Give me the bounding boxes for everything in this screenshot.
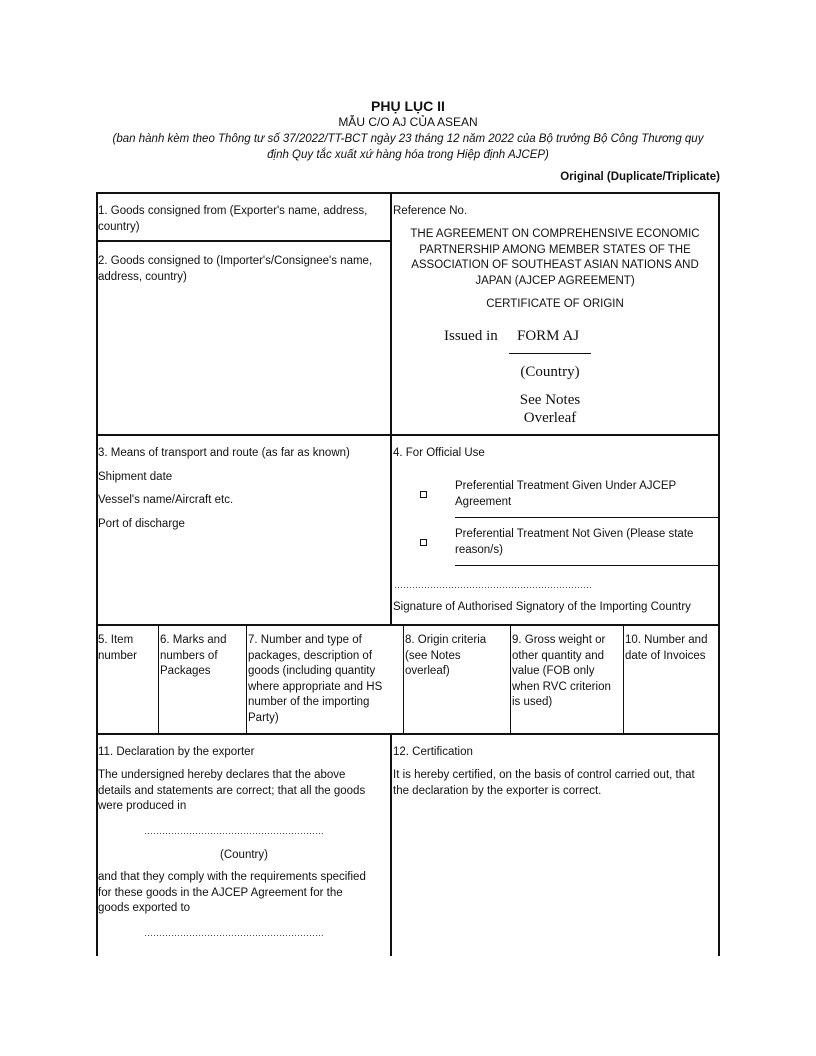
exported-to-country-dots: …………………………………………………… [144,928,324,938]
option1-underline [455,517,719,518]
decree-note [96,131,720,163]
option2-line-2: reason/s) [455,543,503,556]
col9-line-5: is used) [512,696,553,708]
box1-label [98,204,367,235]
page-title: PHỤ LỤC II [371,98,445,114]
importing-signature-dots: ………………………………………………………… [394,580,592,590]
col6-line-1: 6. Marks and [160,634,227,646]
shipment-date-label: Shipment date [98,471,173,483]
box1-bottom-border [96,240,392,242]
compliance-line-2: for these goods in the AJCEP Agreement for the [98,886,343,899]
declaration-line-2: details and statements are correct; that all the goods [98,784,366,797]
option1-line-2: Agreement [455,495,512,508]
col8-header [405,633,486,680]
form-aj-label: FORM AJ [517,328,580,344]
preferential-not-given-checkbox[interactable] [420,539,427,546]
certification-text [393,768,695,799]
col6-line-2: numbers of [160,649,218,662]
col-divider-9 [510,624,511,733]
see-notes-label [490,391,610,427]
box2-line-1: 2. Goods consigned to (Importer's/Consignee's name, [98,255,373,267]
port-of-discharge-label: Port of discharge [98,518,185,530]
agreement-title [392,227,718,289]
col5-header [98,633,137,664]
col9-line-1: 9. Gross weight or [512,634,606,646]
col8-line-1: 8. Origin criteria [405,634,487,646]
col7-line-1: 7. Number and type of [248,634,362,646]
col5-line-2: number [98,649,137,662]
declaration-line-3: were produced in [98,800,187,812]
col7-line-6: Party) [248,711,279,724]
preferential-given-checkbox[interactable] [420,491,427,498]
row-divider-2 [96,624,720,626]
form-subtitle: MẪU C/O AJ CỦA ASEAN [338,115,478,129]
col9-header [512,633,611,711]
decree-line-1: (ban hành kèm theo Thông tư số 37/2022/TT-BCT ngày 23 tháng 12 năm 2022 của Bộ trưởng Bộ Công Thương quy [112,133,704,145]
compliance-line-3: goods exported to [98,902,191,914]
box1-line-2: country) [98,220,140,233]
box1-line-1: 1. Goods consigned from (Exporter's name, address, [98,205,368,217]
box2-label [98,254,372,285]
form-right-border [718,192,720,956]
preferential-given-label [455,479,676,510]
col8-line-3: overleaf) [405,665,450,677]
option2-line-1: Preferential Treatment Not Given (Please state [455,528,694,540]
see-notes-line-1: See Notes [519,392,581,408]
col7-line-5: number of the importing [248,696,370,708]
col-divider-8 [403,624,404,733]
col5-line-1: 5. Item [98,634,134,646]
preferential-not-given-label [455,527,693,558]
declaration-line-1: The undersigned hereby declares that the above [98,769,346,781]
produced-in-country-label: (Country) [220,849,268,861]
exporter-compliance-text [98,870,366,917]
agreement-line-1: THE AGREEMENT ON COMPREHENSIVE ECONOMIC [410,228,700,240]
col7-line-4: where appropriate and HS [248,680,383,693]
col-divider-6 [158,624,159,733]
agreement-line-3: ASSOCIATION OF SOUTHEAST ASIAN NATIONS AND [411,259,699,271]
lower-center-divider [390,733,392,956]
col10-line-2: date of Invoices [625,649,706,662]
col-divider-10 [623,624,624,733]
col9-line-4: when RVC criterion [512,680,611,693]
row-divider-1 [96,434,720,436]
see-notes-line-2: Overleaf [523,410,577,426]
copy-type-label: Original (Duplicate/Triplicate) [560,171,720,183]
col7-line-2: packages, description of [248,649,373,662]
form-left-border [96,192,98,956]
col9-line-3: value (FOB only [512,665,595,677]
box4-title: 4. For Official Use [393,447,485,459]
box12-title: 12. Certification [393,746,473,758]
reference-no-label: Reference No. [393,205,468,217]
row-divider-3 [96,733,720,735]
col10-header [625,633,707,664]
box11-title: 11. Declaration by the exporter [98,746,255,758]
col6-header [160,633,226,680]
option2-underline [455,565,719,566]
certificate-title: CERTIFICATE OF ORIGIN [486,298,624,310]
col6-line-3: Packages [160,665,211,677]
certification-line-1: It is hereby certified, on the basis of control carried out, that [393,769,695,781]
issued-country-line [509,353,591,354]
agreement-line-4: JAPAN (AJCEP AGREEMENT) [475,274,635,287]
importing-signature-label: Signature of Authorised Signatory of the Importing Country [393,601,691,613]
vessel-name-label: Vessel's name/Aircraft etc. [98,494,234,506]
col7-line-3: goods (including quantity [248,665,376,677]
form-top-border [96,192,720,194]
col7-header [248,633,382,726]
option1-line-1: Preferential Treatment Given Under AJCEP [455,480,677,492]
agreement-line-2: PARTNERSHIP AMONG MEMBER STATES OF THE [419,243,691,256]
col10-line-1: 10. Number and [625,634,708,646]
col9-line-2: other quantity and [512,649,605,662]
col-divider-7 [246,624,247,733]
decree-line-2: định Quy tắc xuất xứ hàng hóa trong Hiệp định AJCEP) [267,149,549,161]
produced-in-country-dots: …………………………………………………… [144,826,324,836]
issued-in-label: Issued in [444,328,498,344]
col8-line-2: (see Notes [405,649,461,662]
box3-title: 3. Means of transport and route (as far as known) [98,447,350,459]
box2-line-2: address, country) [98,270,187,283]
compliance-line-1: and that they comply with the requirements specified [98,871,366,883]
certification-line-2: the declaration by the exporter is correct. [393,784,602,797]
issued-country-label: (Country) [520,364,580,380]
exporter-declaration-text [98,768,365,815]
